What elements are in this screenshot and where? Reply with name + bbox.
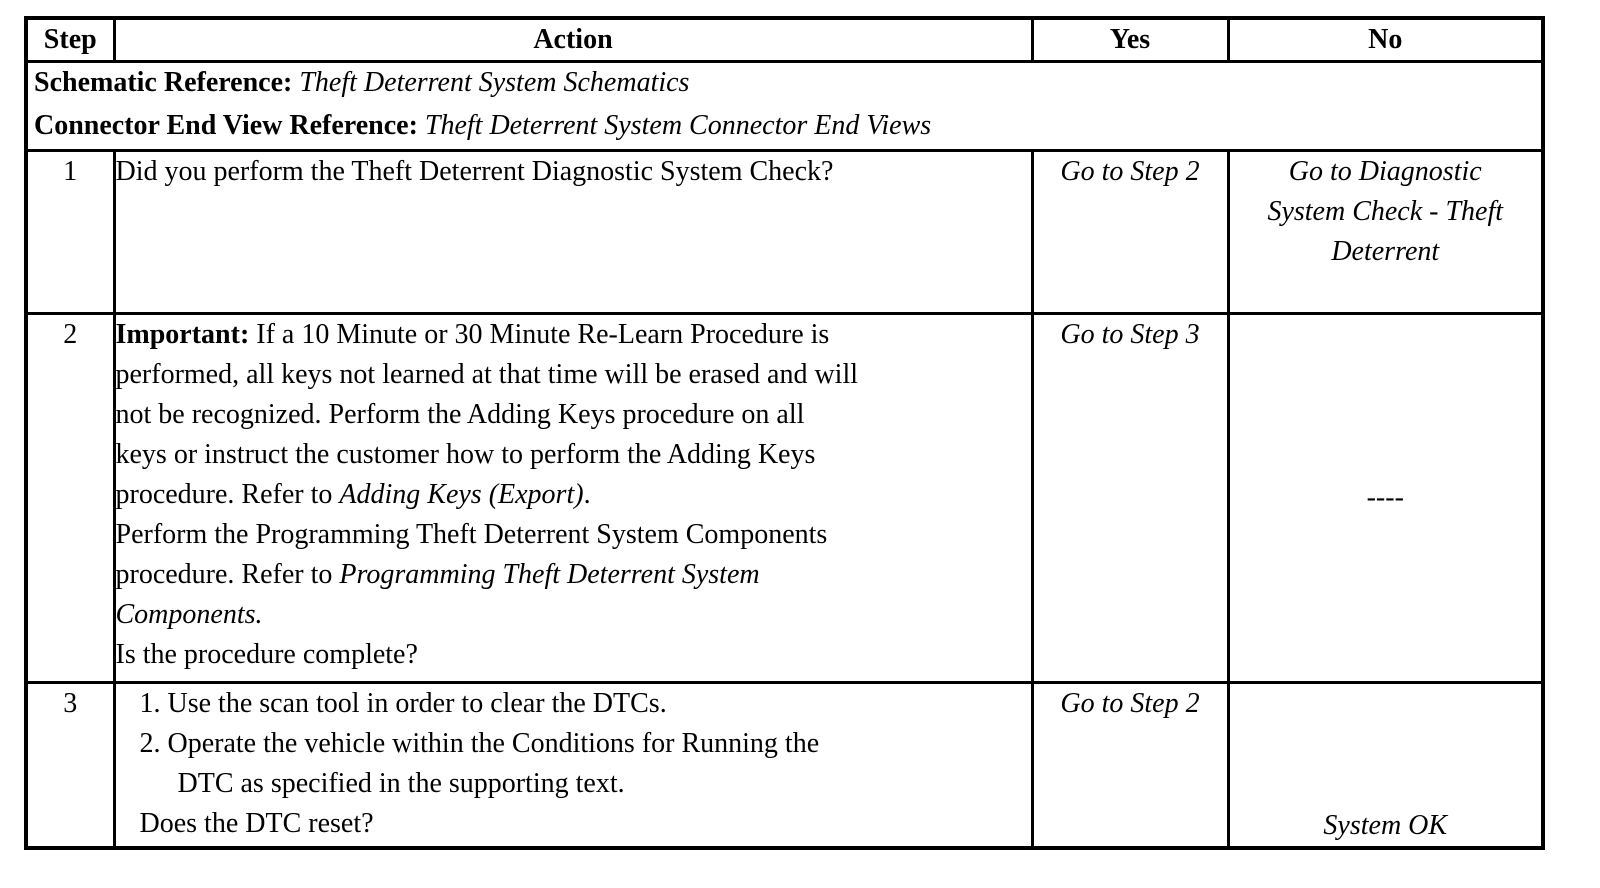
no-link[interactable] [1228,151,1543,314]
action-text: Did you perform the Theft Deterrent Diagnostic System Check? [115,156,834,187]
action-cell [114,151,1032,314]
no-link-line: Go to Diagnostic [1288,156,1482,187]
header-action: Action [114,18,1032,62]
action-cell [114,314,1032,683]
reference-row [26,62,1543,151]
header-no: No [1228,18,1543,62]
no-value: ---- [1228,314,1543,683]
adding-keys-link[interactable]: Adding Keys (Export) [339,479,584,510]
list-item [120,724,1031,804]
header-step: Step [26,18,114,62]
programming-components-link-cont[interactable]: Components. [115,599,263,630]
schematic-reference-label: Schematic Reference: [34,67,293,98]
no-link-line: System Check - Theft [1267,196,1504,227]
action-text [116,555,1031,595]
list-item-text-cont: DTC as specified in the supporting text. [177,768,625,799]
action-text: Perform the Programming Theft Deterrent System Components [115,519,828,550]
action-text [116,475,1031,515]
schematic-reference [34,63,1535,106]
yes-link[interactable]: Go to Step 3 [1032,314,1228,683]
action-cell [114,683,1032,849]
step-number: 3 [26,683,114,849]
no-link-line: Deterrent [1331,236,1440,267]
yes-link[interactable]: Go to Step 2 [1032,683,1228,849]
table-row-step-1 [26,151,1543,314]
step-number: 1 [26,151,114,314]
list-item-text: 1. Use the scan tool in order to clear the DTCs. [139,688,667,719]
table-row-step-2 [26,314,1543,683]
action-question: Does the DTC reset? [139,808,374,839]
action-steps-list [120,684,1031,804]
header-yes: Yes [1032,18,1228,62]
connector-reference-link[interactable]: Theft Deterrent System Connector End Views [424,110,932,141]
connector-reference-label: Connector End View Reference: [34,110,418,141]
diagnostic-table [24,16,1545,850]
refer-prefix: procedure. Refer to [115,559,340,590]
list-item [120,684,1031,724]
reference-cell [26,62,1543,151]
header-row [26,18,1543,62]
yes-link[interactable]: Go to Step 2 [1032,151,1228,314]
action-text: not be recognized. Perform the Adding Keys procedure on all [115,399,805,430]
important-label: Important: [115,319,250,350]
important-text: If a 10 Minute or 30 Minute Re-Learn Procedure is [249,319,830,350]
action-question: Is the procedure complete? [115,639,418,670]
table-row-step-3 [26,683,1543,849]
list-item-text: 2. Operate the vehicle within the Conditions for Running the [139,728,820,759]
important-note [116,315,1031,355]
step-number: 2 [26,314,114,683]
refer-suffix: . [583,479,591,510]
connector-reference [34,106,1535,149]
action-text: keys or instruct the customer how to perform the Adding Keys [115,439,816,470]
action-text: performed, all keys not learned at that time will be erased and will [115,359,859,390]
schematic-reference-link[interactable]: Theft Deterrent System Schematics [299,67,690,98]
no-link[interactable]: System OK [1228,683,1543,849]
refer-prefix: procedure. Refer to [115,479,340,510]
programming-components-link[interactable]: Programming Theft Deterrent System [339,559,760,590]
